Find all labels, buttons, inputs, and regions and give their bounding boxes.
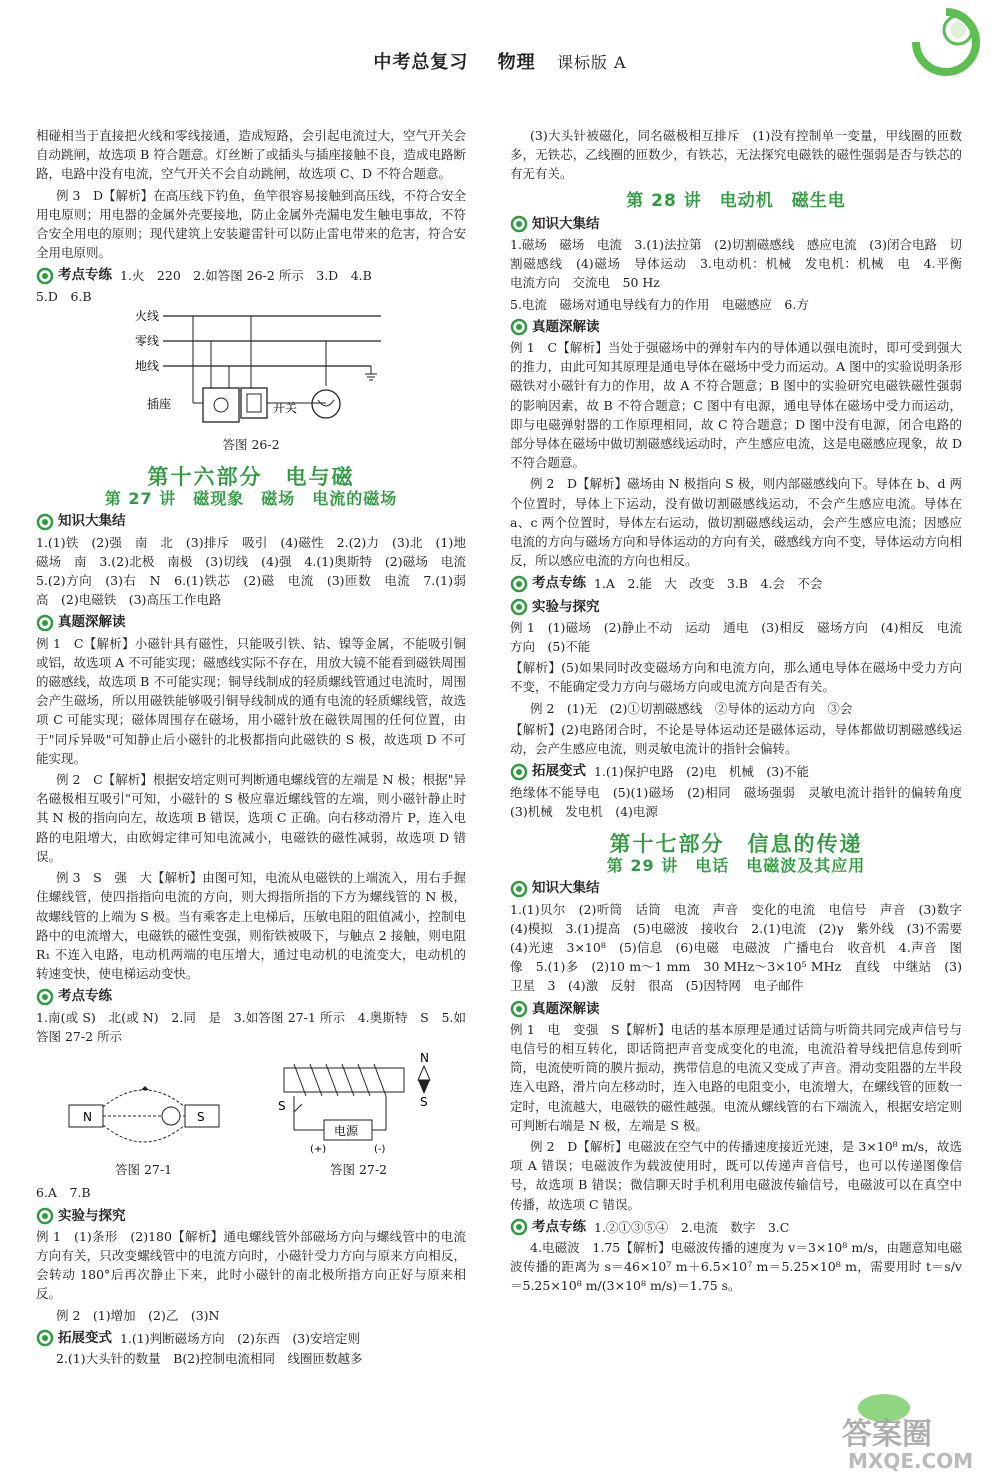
switch-shape [241,388,267,418]
section-kaodian [510,574,962,593]
section-kaodian [36,266,466,285]
ground-wire-label: 地线 [135,358,160,373]
section-text: 1.火 220 2.如答图 26-2 所示 3.D 4.B [120,268,372,284]
section-label: 拓展变式 [58,1329,112,1346]
answer-paragraph: 相碰相当于直接把火线和零线接通，造成短路，会引起电流过大，空气开关会自动跳闸，故选项 B 符合题意。灯丝断了或插头与插座接触不良，造成电路断路，电路中没有电流，空气开关不会自动跳闸，故选项 C、D 不符合题意。 [36,128,466,182]
answer-paragraph: 1.南(或 S) 北(或 N) 2.同 是 3.如答图 27-1 所示 4.奥斯特 S 5.如答图 27-2 所示 [36,1009,466,1044]
figure-27-2 [274,1050,444,1179]
answer-paragraph: 例 1 C【解析】当处于强磁场中的弹射车内的导体通以强电流时，即可受到强大的推力，由此可知其原理是通电导体在磁场中受力而运动。A 图中的实验说明条形磁铁对小磁针有力的作用，故 A 不符合题意；B 图中的实验研究电磁铁磁性强弱的影响因素，故 B 不符合题意；C 图中有电源，通电导体在磁场中受力而运动，即与电磁弹射器的工作原理相同，故 C 符合题意；D 图中没有电源，闭合电路的部分导体在磁场中做切割磁感线运动时，产生感应电流，这是电磁感应现象，故 D 不符合题意。 [510,340,962,471]
socket-label: 插座 [147,396,172,411]
section-label: 考点专练 [58,988,112,1005]
section-tuozhan [510,762,962,781]
subject-title: 物理 [497,52,536,73]
answer-paragraph: 绝缘体不能导电 (5)(1)磁场 (2)相同 磁场强弱 灵敏电流计指针的偏转角度 (3)机械 发电机 (4)电源 [510,784,975,819]
book-title: 中考总复习 [373,52,469,73]
answer-paragraph: (3)大头针被磁化，同名磁极相互排斥 (1)没有控制单一变量，甲线圈的匝数多，无铁芯，乙线圈的匝数少，有铁芯，无法探究电磁铁的磁性强弱是否与铁芯的有无有关。 [510,128,962,182]
section-marker-icon [510,763,528,781]
neutral-wire-label: 零线 [135,333,160,348]
section-marker-icon [510,318,528,336]
section-zhenti [510,318,962,337]
watermark-text: 答案圈 [842,1417,932,1452]
svg-text:(+): (+) [309,1143,326,1155]
answer-paragraph: 例 2 D【解析】磁场由 N 极指向 S 极，则内部磁感线向下。导体在 b、d 两个位置时，导体上下运动，没有做切割磁感线运动，不会产生感应电流。导体在 a、c 两个位置时，导体左右运动，做切割磁感线运动，会产生感应电流；因感应电流的方向与磁场方向和导体运动的方向有关，磁感线方向不变，导体运动方向相反，所以感应电流的方向也相反。 [510,476,962,569]
lecture-title-28: 第 28 讲 电动机 磁生电 [626,190,846,211]
solenoid-circuit-diagram [274,1050,444,1155]
figure-caption: 答图 27-1 [114,1162,173,1178]
section-marker-icon [36,988,54,1006]
answer-paragraph: 例 3 D【解析】在高压线下钓鱼，鱼竿很容易接触到高压线，不符合安全用电原则；用电器的金属外壳要接地，防止金属外壳漏电发生触电事故，不符合安全用电的原则；现代建筑上安装避雷针可以防止雷电带来的危害，符合安全用电原则。 [36,187,466,261]
answer-paragraph: 例 1 (1)条形 (2)180【解析】通电螺线管外部磁场方向与螺线管中的电流方向有关，只改变螺线管中的电流方向时，小磁针受力方向与原来方向相反，会转动 180°后再次静止下来，此时小磁针的南北极所指方向正好与原来相反。 [36,1228,466,1302]
magnet-field-diagram [59,1077,229,1155]
section-label: 真题深解读 [532,1000,600,1017]
section-zhenti [510,1000,962,1019]
section-text: 1.(1)判断磁场方向 (2)东西 (3)安培定则 [120,1330,361,1346]
answer-paragraph: 例 2 D【解析】电磁波在空气中的传播速度接近光速，是 3×10⁸ m/s，故选项 A 错误；电磁波作为载波使用时，既可以传递声音信号，也可以传递图像信号，故选项 B 错误；微信聊天时手机利用电磁波传输信号，电磁波可以在真空中传播，故选项 C 错误。 [510,1138,962,1212]
svg-text:N: N [82,1109,92,1124]
section-zhishi [510,215,962,234]
section-tuozhan [36,1329,466,1348]
section-marker-icon [36,267,54,285]
answer-paragraph: 6.A 7.B [36,1185,91,1201]
section-marker-icon [510,1218,528,1236]
answer-paragraph: 例 1 电 变强 S【解析】电话的基本原理是通过话筒与听筒共同完成声信号与电信号的相互转化，即话筒把声音变成变化的电流，电流沿着导线把信息传到听筒，电流使听筒的膜片振动，携带信息的电流又变成了声音。滑动变阻器的左半段连入电路，滑片向左移动时，连入电路的电阻变小，电流增大，在螺线管的匝数一定时，电流越大，电磁铁的磁性越强。电流从螺线管的右下端流入，根据安培定则可判断右端是 N 极，左端是 S 极。 [510,1021,962,1133]
svg-text:(-): (-) [373,1143,385,1155]
section-marker-icon [510,1000,528,1018]
left-column [36,126,479,1370]
page-header [0,48,1000,74]
answer-paragraph: 【解析】(2)电路闭合时，不论是导体运动还是磁体运动，导体都做切割磁感线运动，会产生感应电流，则灵敏电流计的指针会偏转。 [510,721,962,757]
lecture-title-27: 第 27 讲 磁现象 磁场 电流的磁场 [104,489,398,509]
section-label: 拓展变式 [532,763,586,780]
section-label: 考点专练 [532,575,586,592]
section-zhishi [510,879,962,898]
section-shiyan [36,1207,466,1226]
lecture-title-29: 第 29 讲 电话 电磁波及其应用 [606,856,866,876]
section-marker-icon [510,575,528,593]
switch-label: 开关 [273,400,298,415]
svg-text:S: S [196,1109,205,1124]
section-marker-icon [36,614,54,632]
part-title-17: 第十七部分 信息的传递 [609,831,863,856]
answer-paragraph: 1.磁场 磁场 电流 3.(1)法拉第 (2)切割磁感线 感应电流 (3)闭合电路 切割磁感线 (4)磁场 导体运动 3.电动机：机械 发电机：机械 电 4.平衡 电流方向 交流电 50 Hz [510,237,975,291]
watermark-url: MXQE.COM [848,1449,974,1473]
watermark-logo [834,1386,974,1474]
figure-caption: 答图 27-2 [329,1162,388,1178]
figures-row [36,1050,466,1179]
section-label: 真题深解读 [532,318,600,335]
section-marker-icon [510,215,528,233]
section-text: 1.(1)保护电路 (2)电 机械 (3)不能 [594,764,810,780]
answer-paragraph: 例 1 C【解析】小磁针具有磁性，只能吸引铁、钴、镍等金属，不能吸引铜或铝，故选项 A 不可能实现；磁感线实际不存在，用放大镜不能看到磁铁周围的磁感线，故选项 B 不可能实现；铜导线制成的轻质螺线管通过电流时，周围会产生磁场，所以用磁铁能够吸引铜导线制成的通有电流的轻质螺线管，故选项 C 可能实现；磁体周围存在磁场，用小磁针放在磁铁周围的任何位置，由于"同斥异吸"可知静止后小磁针的北极都指向此磁铁的 S 极，故选项 D 不可能实现。 [36,635,466,766]
section-kaodian [36,987,466,1006]
section-marker-icon [510,880,528,898]
corner-badge-icon [906,2,986,82]
answer-paragraph: 5.D 6.B [36,288,92,304]
section-marker-icon [510,598,528,616]
answer-paragraph: 例 1 (1)磁场 (2)静止不动 运动 通电 (3)相反 磁场方向 (4)相反 电流方向 (5)不能 [510,619,962,655]
section-text: 1.②①③⑤④ 2.电流 数字 3.C [594,1219,790,1235]
section-text: 1.A 2.能 大 改变 3.B 4.会 不会 [594,576,823,592]
bulb-icon [312,390,340,418]
answer-paragraph: 例 2 (1)无 (2)①切割磁感线 ②导体的运动方向 ③会 [530,700,853,716]
svg-text:N: N [419,1050,429,1065]
answer-paragraph: 1.(1)贝尔 (2)听筒 话筒 电流 声音 变化的电流 电信号 声音 (3)数字 (4)模拟 3.(1)提高 (5)电磁波 接收台 2.(1)电流 (2)γ 紫外线 (3)不需要 (4)光速 3×10⁸ (5)信息 (6)电磁 电磁波 广播电台 收音机 4.声音 图像 5.(1)多 (2)10 m～1 mm 30 MHz～3×10⁵ MHz 直线 中继站 (3)卫星 3 (4)激 反射 很高 (5)因特网 电子邮件 [510,901,975,994]
socket-shape [203,388,239,422]
right-column [510,126,975,1298]
section-kaodian [510,1218,962,1237]
section-zhishi [36,512,466,531]
answer-paragraph: 例 2 (1)增加 (2)乙 (3)N [56,1307,220,1323]
answer-paragraph: 5.电流 磁场对通电导线有力的作用 电磁感应 6.方 [510,296,809,312]
fire-wire-label: 火线 [135,308,160,323]
section-label: 真题深解读 [58,614,126,631]
answer-paragraph: 1.(1)铁 (2)强 南 北 (3)排斥 吸引 (4)磁性 2.(2)力 (3)北 (1)地磁场 南 3.(2)北极 南极 (3)切线 (4)强 4.(1)奥斯特 (2)磁场 电流 5.(2)方向 (3)右 N 6.(1)铁芯 (2)磁 电流 (3)匝数 电流 7.(1)弱 高 (2)电磁铁 (3)高压工作电路 [36,534,479,608]
edition-label: 课标版 A [556,53,627,72]
section-label: 知识大集结 [532,215,600,232]
section-zhenti [36,613,466,632]
section-shiyan [510,598,962,617]
answer-paragraph: 例 2 C【解析】根据安培定则可判断通电螺线管的左端是 N 极；根据"异名磁极相互吸引"可知，小磁针的 S 极应靠近螺线管的左端，则小磁针静止时其 N 极的指向向左，故选项 B 错误，选项 C 正确。向右移动滑片 P，连入电路的电阻增大，由欧姆定律可知电流减小，电磁铁的磁性减弱，故选项 D 错误。 [36,772,466,864]
answer-paragraph: 4.电磁波 1.75【解析】电磁波传播的速度为 v＝3×10⁸ m/s，由题意知电磁波传播的距离为 s＝46×10⁷ m＋6.5×10⁷ m＝5.25×10⁸ m，需要用时 t＝s/v＝5.25×10⁸ m/(3×10⁸ m/s)＝1.75 s。 [510,1239,962,1294]
section-label: 知识大集结 [532,880,600,897]
section-label: 实验与探究 [58,1207,126,1224]
answer-paragraph: 2.(1)大头针的数量 B(2)控制电流相同 线圈匝数越多 [56,1350,363,1366]
section-label: 考点专练 [58,267,112,284]
answer-paragraph: 例 3 S 强 大【解析】由图可知，电流从电磁铁的上端流入，用右手握住螺线管，使四指指向电流的方向，则大拇指所指的下方为螺线管的 N 极，故螺线管的上端为 S 极。当有乘客走上电梯后，压敏电阻的阻值减小，控制电路中的电流增大，电磁铁的磁性变强，则衔铁被吸下，与触点 2 接触，则电阻 R₁ 不连入电路，电动机两端的电压增大，通过电动机的电流变大，电动机的转速变快，使电梯运动变快。 [36,870,466,982]
part-title-16: 第十六部分 电与磁 [147,465,355,490]
figure-caption: 答图 26-2 [222,436,280,452]
section-label: 考点专练 [532,1218,586,1235]
section-label: 知识大集结 [58,513,126,530]
figure-27-1 [59,1077,229,1179]
section-marker-icon [36,1207,54,1225]
section-marker-icon [36,1329,54,1347]
svg-text:S: S [277,1098,286,1113]
section-label: 实验与探究 [532,598,600,615]
answer-paragraph: 【解析】(5)如果同时改变磁场方向和电流方向，那么通电导体在磁场中受力方向不变，不能确定受力方向与磁场方向或电流方向是否有关。 [510,660,962,695]
section-marker-icon [36,513,54,531]
power-label: 电源 [333,1123,358,1138]
svg-text:S: S [419,1094,428,1109]
circuit-diagram-26-2 [101,308,401,433]
